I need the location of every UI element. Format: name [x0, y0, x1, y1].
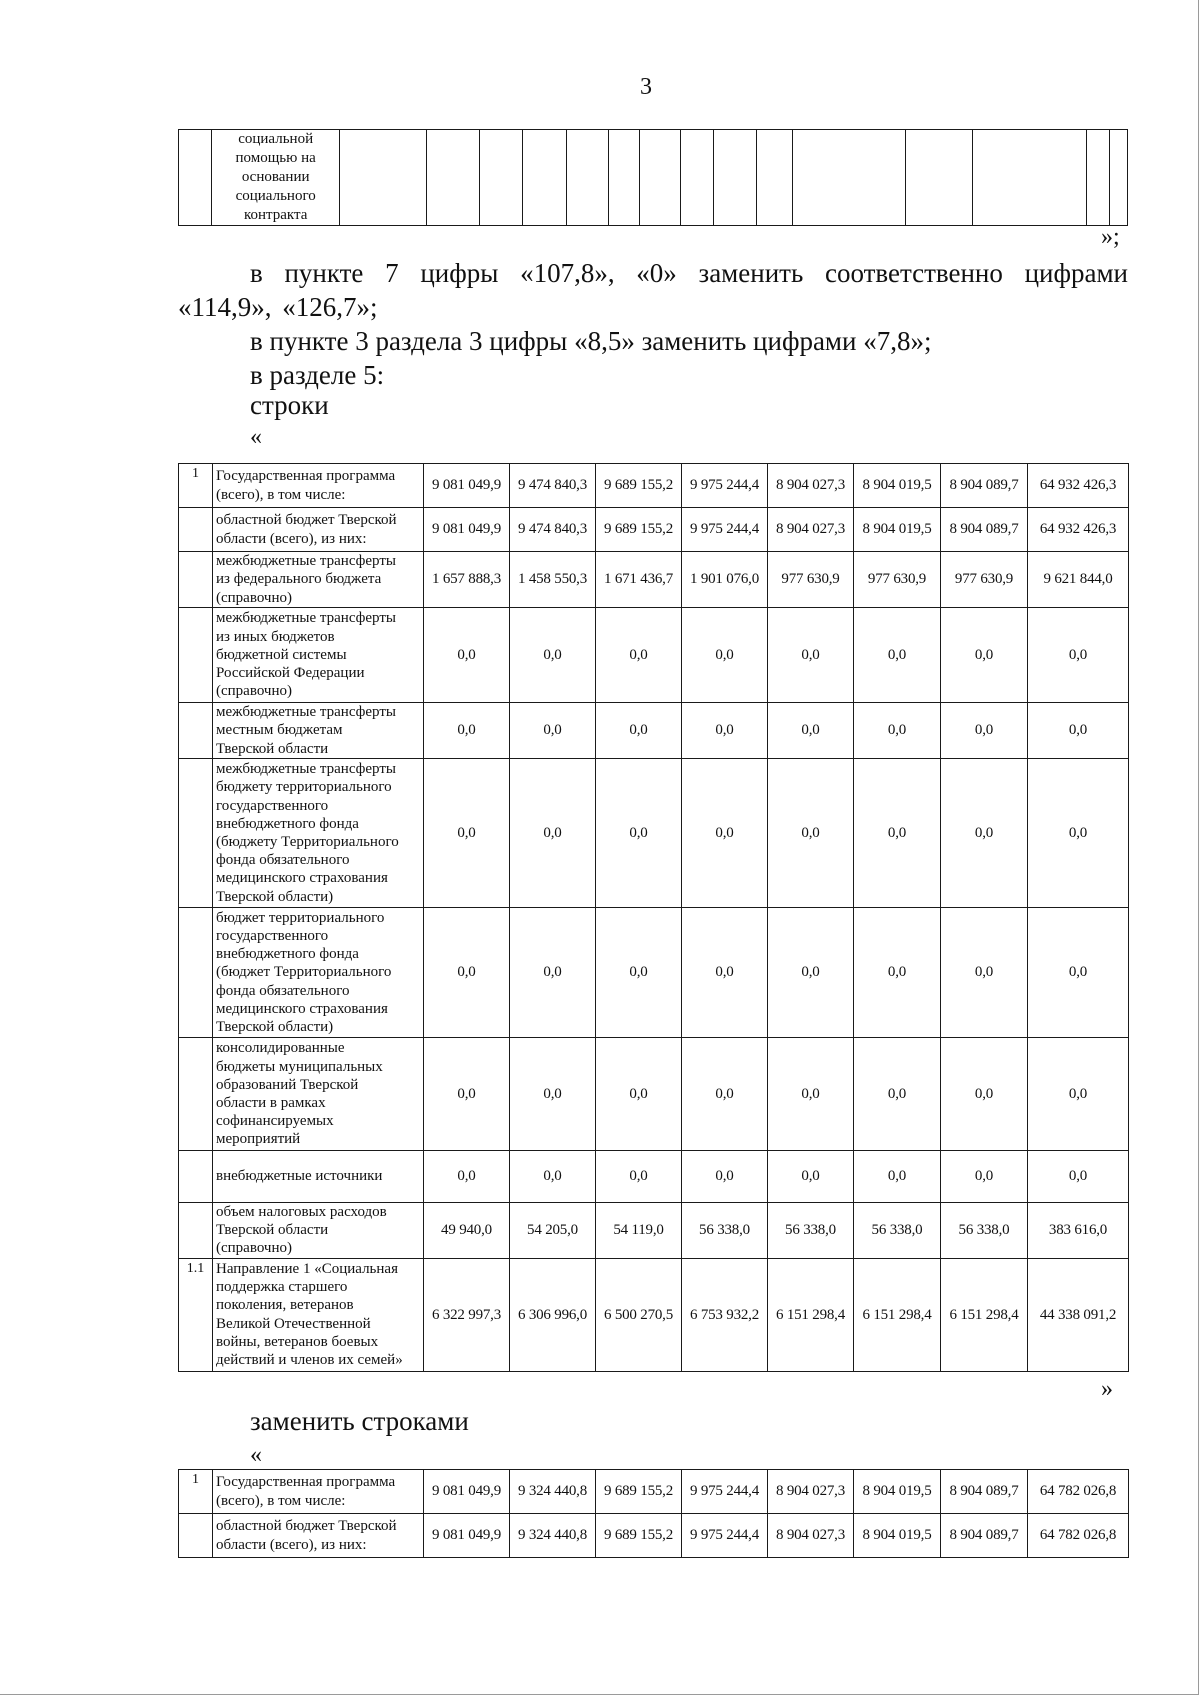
year-value-cell: 0,0 — [424, 908, 510, 1038]
year-value-cell: 0,0 — [768, 759, 854, 908]
total-value-cell: 64 932 426,3 — [1028, 464, 1129, 508]
table-cell — [905, 130, 972, 226]
year-value-cell: 0,0 — [596, 608, 682, 703]
row-label — [213, 508, 424, 552]
year-value-cell: 0,0 — [682, 908, 768, 1038]
year-value-cell: 6 500 270,5 — [596, 1258, 682, 1371]
year-value-cell: 977 630,9 — [941, 552, 1028, 608]
year-value-cell: 1 671 436,7 — [596, 552, 682, 608]
label-line: (всего), в том числе: — [216, 1492, 346, 1509]
total-value-cell: 64 932 426,3 — [1028, 508, 1129, 552]
total-value-cell: 9 621 844,0 — [1028, 552, 1129, 608]
year-value-cell: 9 474 840,3 — [510, 508, 596, 552]
year-value-cell: 54 119,0 — [596, 1203, 682, 1259]
year-value-cell: 9 975 244,4 — [682, 1470, 768, 1514]
label-line: внебюджетного фонда — [216, 815, 359, 832]
label-line: Тверской области) — [216, 888, 334, 905]
total-value-cell: 64 782 026,8 — [1028, 1514, 1129, 1558]
label-line: образований Тверской — [216, 1076, 359, 1093]
label-line: медицинского страхования — [216, 870, 388, 887]
label-line: помощью на — [235, 150, 316, 166]
year-value-cell: 0,0 — [510, 908, 596, 1038]
year-value-cell: 0,0 — [682, 759, 768, 908]
year-value-cell: 8 904 089,7 — [941, 464, 1028, 508]
year-value-cell: 54 205,0 — [510, 1203, 596, 1259]
year-value-cell: 0,0 — [941, 908, 1028, 1038]
label-line: Российской Федерации — [216, 665, 365, 682]
table-row — [179, 703, 1129, 759]
year-value-cell: 6 306 996,0 — [510, 1258, 596, 1371]
year-value-cell: 1 458 550,3 — [510, 552, 596, 608]
label-line: межбюджетные трансферты — [216, 553, 396, 570]
year-value-cell: 977 630,9 — [768, 552, 854, 608]
table-row — [179, 908, 1129, 1038]
year-value-cell: 0,0 — [768, 908, 854, 1038]
row-label — [212, 130, 340, 226]
label-line: Направление 1 «Социальная — [216, 1261, 398, 1277]
label-line: (бюджету Территориального — [216, 834, 399, 850]
year-value-cell: 0,0 — [510, 703, 596, 759]
year-value-cell: 9 474 840,3 — [510, 464, 596, 508]
year-value-cell: 8 904 027,3 — [768, 508, 854, 552]
paragraph-rows: строки — [250, 390, 329, 420]
year-value-cell: 9 689 155,2 — [596, 464, 682, 508]
label-line: Государственная программа — [216, 468, 396, 485]
year-value-cell: 9 081 049,9 — [424, 1514, 510, 1558]
table-row — [179, 1514, 1129, 1558]
year-value-cell: 8 904 027,3 — [768, 1514, 854, 1558]
paragraph-amendment-section-3: в пункте 3 раздела 3 цифры «8,5» заменить цифрами «7,8»; — [250, 326, 932, 356]
year-value-cell: 0,0 — [596, 1038, 682, 1151]
label-line: области (всего), из них: — [216, 530, 367, 547]
table-row — [179, 1203, 1129, 1259]
row-label — [213, 1258, 424, 1371]
row-number — [179, 508, 213, 552]
year-value-cell: 1 657 888,3 — [424, 552, 510, 608]
year-value-cell: 0,0 — [596, 908, 682, 1038]
label-line: (справочно) — [216, 683, 292, 700]
year-value-cell: 0,0 — [854, 1038, 941, 1151]
table-cell — [1086, 130, 1110, 226]
table-row — [179, 1151, 1129, 1203]
paragraph-replace-with-rows: заменить строками — [250, 1406, 469, 1436]
year-value-cell: 0,0 — [682, 1151, 768, 1203]
table-cell — [479, 130, 522, 226]
row-number — [179, 1514, 213, 1558]
year-value-cell: 0,0 — [854, 703, 941, 759]
year-value-cell: 6 322 997,3 — [424, 1258, 510, 1371]
year-value-cell: 8 904 089,7 — [941, 1514, 1028, 1558]
label-line: из федерального бюджета — [216, 571, 382, 588]
table-cell — [427, 130, 480, 226]
label-line: Государственная программа — [216, 1474, 396, 1491]
year-value-cell: 9 324 440,8 — [510, 1514, 596, 1558]
year-value-cell: 56 338,0 — [682, 1203, 768, 1259]
table-cell — [756, 130, 792, 226]
year-value-cell: 9 081 049,9 — [424, 464, 510, 508]
label-line: области в рамках — [216, 1095, 326, 1111]
label-line: консолидированные — [216, 1040, 345, 1057]
continued-table-fragment — [178, 129, 1128, 226]
table-row — [179, 1470, 1129, 1514]
row-number — [179, 908, 213, 1038]
year-value-cell: 9 081 049,9 — [424, 508, 510, 552]
page-number: 3 — [640, 74, 652, 100]
label-line: бюджеты муниципальных — [216, 1058, 383, 1075]
label-line: межбюджетные трансферты — [216, 610, 396, 627]
row-number — [179, 703, 213, 759]
year-value-cell: 0,0 — [854, 759, 941, 908]
total-value-cell: 0,0 — [1028, 908, 1129, 1038]
table-cell — [608, 130, 639, 226]
year-value-cell: 0,0 — [596, 759, 682, 908]
year-value-cell: 0,0 — [854, 1151, 941, 1203]
year-value-cell: 0,0 — [941, 703, 1028, 759]
total-value-cell: 64 782 026,8 — [1028, 1470, 1129, 1514]
total-value-cell: 0,0 — [1028, 759, 1129, 908]
label-line: областной бюджет Тверской — [216, 1518, 397, 1535]
table-cell — [681, 130, 714, 226]
year-value-cell: 8 904 027,3 — [768, 1470, 854, 1514]
year-value-cell: 0,0 — [854, 608, 941, 703]
label-line: местным бюджетам — [216, 722, 343, 739]
row-label — [213, 464, 424, 508]
year-value-cell: 8 904 089,7 — [941, 508, 1028, 552]
label-line: области (всего), из них: — [216, 1536, 367, 1553]
year-value-cell: 8 904 089,7 — [941, 1470, 1028, 1514]
year-value-cell: 0,0 — [510, 1038, 596, 1151]
year-value-cell: 9 689 155,2 — [596, 508, 682, 552]
year-value-cell: 0,0 — [596, 1151, 682, 1203]
label-line: (справочно) — [216, 1240, 292, 1257]
year-value-cell: 0,0 — [768, 703, 854, 759]
year-value-cell: 0,0 — [424, 1038, 510, 1151]
total-value-cell: 0,0 — [1028, 1038, 1129, 1151]
label-line: фонда обязательного — [216, 852, 350, 869]
label-line: Тверской области — [216, 1222, 329, 1239]
row-label — [213, 703, 424, 759]
total-value-cell: 0,0 — [1028, 703, 1129, 759]
label-line: мероприятий — [216, 1131, 301, 1148]
label-line: государственного — [216, 797, 329, 814]
label-line: действий и членов их семей» — [216, 1352, 403, 1369]
budget-table-old-rows — [178, 463, 1129, 1372]
row-number: 1 — [179, 464, 213, 508]
table-row — [179, 464, 1129, 508]
year-value-cell: 0,0 — [424, 703, 510, 759]
row-label — [213, 1470, 424, 1514]
year-value-cell: 56 338,0 — [768, 1203, 854, 1259]
year-value-cell: 8 904 019,5 — [854, 1514, 941, 1558]
year-value-cell: 0,0 — [596, 703, 682, 759]
table-cell — [179, 130, 212, 226]
label-line: бюджет территориального — [216, 909, 385, 926]
label-line: поддержка старшего — [216, 1279, 348, 1296]
year-value-cell: 9 975 244,4 — [682, 1514, 768, 1558]
table-cell — [340, 130, 427, 226]
year-value-cell: 9 081 049,9 — [424, 1470, 510, 1514]
table-cell — [523, 130, 566, 226]
label-line: поколения, ветеранов — [216, 1297, 354, 1314]
table-row — [179, 130, 1128, 226]
label-line: софинансируемых — [216, 1113, 334, 1130]
label-line: внебюджетного фонда — [216, 946, 359, 963]
year-value-cell: 9 975 244,4 — [682, 508, 768, 552]
opening-quote: « — [250, 424, 262, 450]
table-row — [179, 552, 1129, 608]
row-number — [179, 608, 213, 703]
year-value-cell: 0,0 — [510, 759, 596, 908]
label-line: социального — [235, 188, 316, 204]
total-value-cell: 383 616,0 — [1028, 1203, 1129, 1259]
label-line: межбюджетные трансферты — [216, 704, 396, 721]
label-line: межбюджетные трансферты — [216, 761, 396, 778]
row-label — [213, 908, 424, 1038]
year-value-cell: 0,0 — [941, 1151, 1028, 1203]
year-value-cell: 8 904 019,5 — [854, 508, 941, 552]
year-value-cell: 0,0 — [682, 608, 768, 703]
year-value-cell: 8 904 019,5 — [854, 1470, 941, 1514]
paragraph-amendment-point-7: в пункте 7 цифры «107,8», «0» заменить соответственно цифрами «114,9», «126,7»; — [178, 258, 1128, 322]
year-value-cell: 6 151 298,4 — [768, 1258, 854, 1371]
table-cell — [972, 130, 1086, 226]
year-value-cell: 0,0 — [768, 608, 854, 703]
row-label — [213, 1151, 424, 1203]
label-line: объем налоговых расходов — [216, 1204, 387, 1220]
label-line: Великой Отечественной — [216, 1315, 371, 1332]
year-value-cell: 0,0 — [682, 1038, 768, 1151]
year-value-cell: 6 151 298,4 — [941, 1258, 1028, 1371]
year-value-cell: 1 901 076,0 — [682, 552, 768, 608]
year-value-cell: 56 338,0 — [854, 1203, 941, 1259]
year-value-cell: 9 975 244,4 — [682, 464, 768, 508]
year-value-cell: 0,0 — [510, 608, 596, 703]
year-value-cell: 9 324 440,8 — [510, 1470, 596, 1514]
label-line: фонда обязательного — [216, 982, 350, 999]
year-value-cell: 0,0 — [768, 1151, 854, 1203]
label-line: внебюджетные источники — [216, 1168, 383, 1185]
total-value-cell: 0,0 — [1028, 608, 1129, 703]
year-value-cell: 56 338,0 — [941, 1203, 1028, 1259]
year-value-cell: 977 630,9 — [854, 552, 941, 608]
label-line: (всего), в том числе: — [216, 486, 346, 503]
year-value-cell: 8 904 027,3 — [768, 464, 854, 508]
table-cell — [639, 130, 680, 226]
row-number — [179, 759, 213, 908]
label-line: основании — [241, 169, 310, 185]
table-row — [179, 1038, 1129, 1151]
total-value-cell: 0,0 — [1028, 1151, 1129, 1203]
year-value-cell: 0,0 — [424, 1151, 510, 1203]
budget-table-new-rows — [178, 1469, 1129, 1558]
row-number — [179, 1203, 213, 1259]
table-cell — [792, 130, 905, 226]
year-value-cell: 0,0 — [424, 608, 510, 703]
label-line: государственного — [216, 927, 329, 944]
label-line: (справочно) — [216, 589, 292, 606]
label-line: из иных бюджетов — [216, 628, 335, 645]
label-line: Тверской области — [216, 740, 329, 757]
row-number: 1 — [179, 1470, 213, 1514]
closing-quote: »; — [1101, 224, 1120, 250]
table-row — [179, 759, 1129, 908]
table-cell — [566, 130, 608, 226]
year-value-cell: 49 940,0 — [424, 1203, 510, 1259]
row-label — [213, 608, 424, 703]
label-line: войны, ветеранов боевых — [216, 1333, 379, 1350]
year-value-cell: 8 904 019,5 — [854, 464, 941, 508]
table-row — [179, 608, 1129, 703]
row-number — [179, 552, 213, 608]
year-value-cell: 0,0 — [424, 759, 510, 908]
table-row — [179, 1258, 1129, 1371]
year-value-cell: 0,0 — [941, 759, 1028, 908]
row-label — [213, 759, 424, 908]
label-line: Тверской области) — [216, 1019, 334, 1035]
year-value-cell: 0,0 — [510, 1151, 596, 1203]
label-line: областной бюджет Тверской — [216, 512, 397, 529]
year-value-cell: 9 689 155,2 — [596, 1514, 682, 1558]
label-line: контракта — [243, 207, 308, 223]
year-value-cell: 0,0 — [941, 1038, 1028, 1151]
row-number: 1.1 — [179, 1258, 213, 1371]
label-line: медицинского страхования — [216, 1000, 388, 1017]
year-value-cell: 0,0 — [941, 608, 1028, 703]
row-number — [179, 1038, 213, 1151]
label-line: бюджетной системы — [216, 646, 347, 663]
paragraph-section-5: в разделе 5: — [250, 360, 385, 390]
total-value-cell: 44 338 091,2 — [1028, 1258, 1129, 1371]
row-label — [213, 1038, 424, 1151]
year-value-cell: 0,0 — [854, 908, 941, 1038]
year-value-cell: 6 151 298,4 — [854, 1258, 941, 1371]
year-value-cell: 6 753 932,2 — [682, 1258, 768, 1371]
table-cell — [1110, 130, 1128, 226]
label-line: (бюджет Территориального — [216, 964, 392, 981]
table-cell — [714, 130, 756, 226]
label-line: бюджету территориального — [216, 779, 392, 796]
row-number — [179, 1151, 213, 1203]
year-value-cell: 0,0 — [682, 703, 768, 759]
row-label — [213, 552, 424, 608]
row-label — [213, 1203, 424, 1259]
closing-quote: » — [1101, 1376, 1113, 1402]
year-value-cell: 0,0 — [768, 1038, 854, 1151]
table-row — [179, 508, 1129, 552]
opening-quote: « — [250, 1442, 262, 1468]
label-line: социальной — [238, 131, 314, 147]
year-value-cell: 9 689 155,2 — [596, 1470, 682, 1514]
row-label — [213, 1514, 424, 1558]
